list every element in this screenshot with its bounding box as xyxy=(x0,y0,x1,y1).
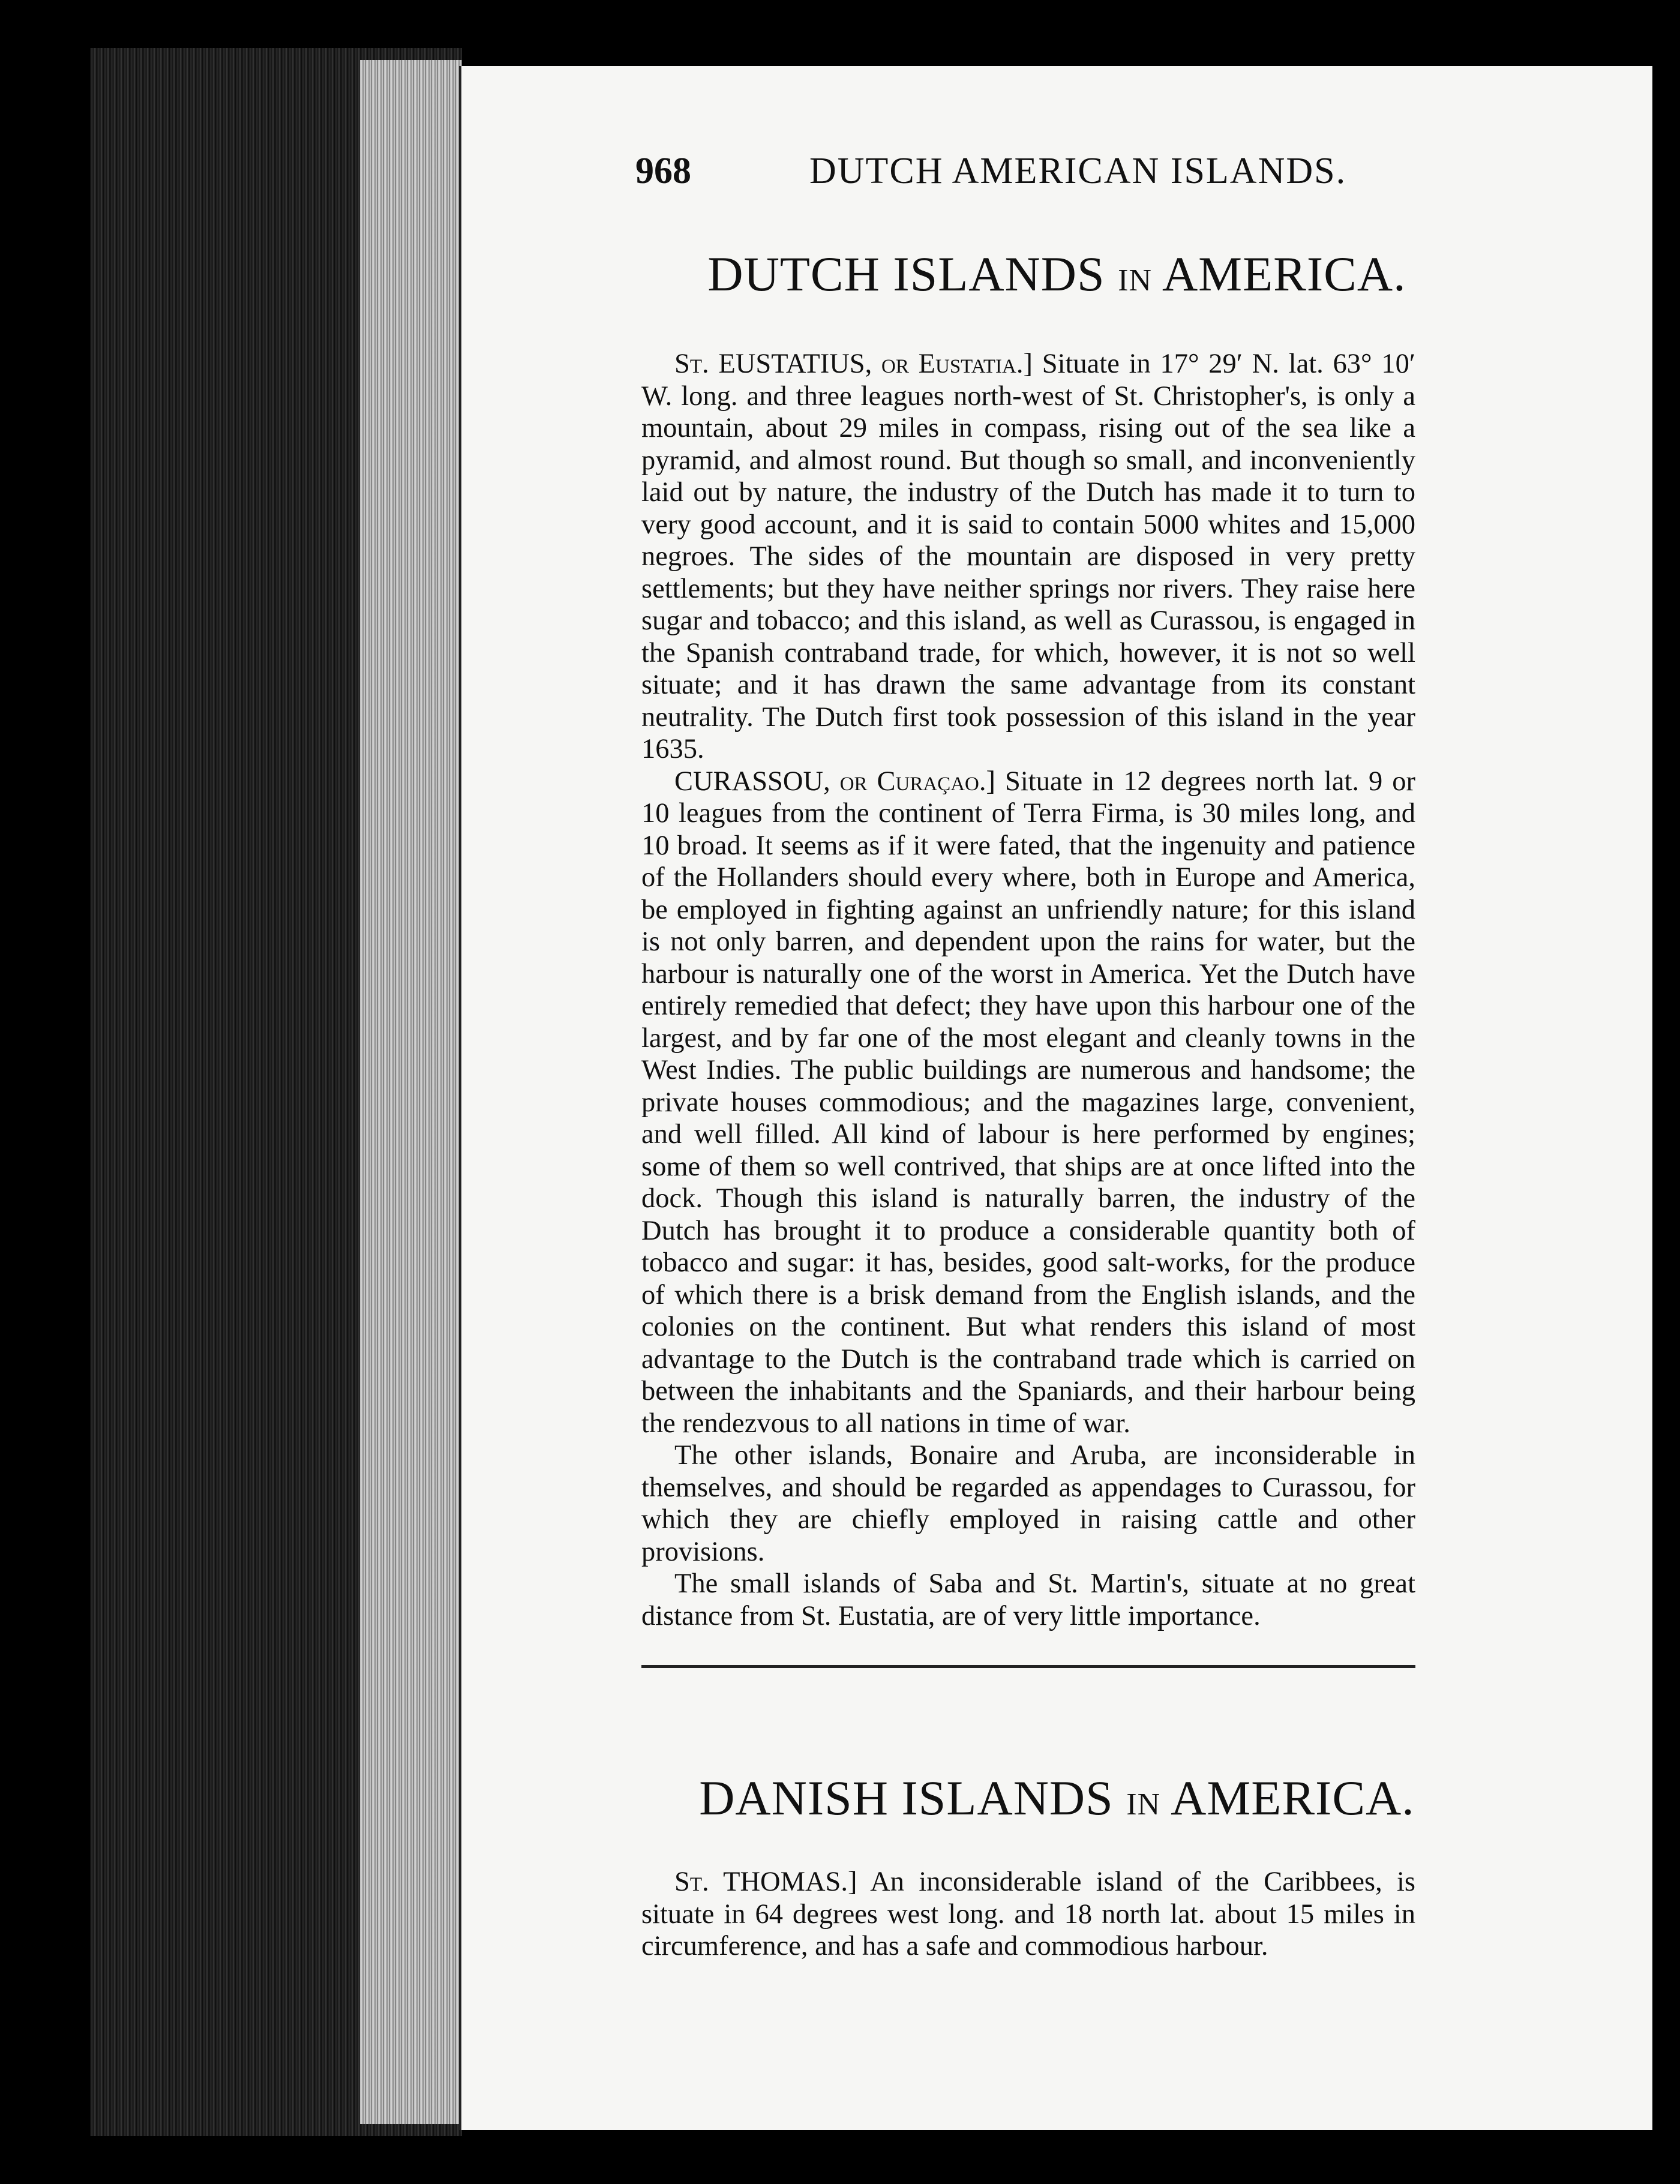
paragraph-st-eustatius xyxy=(641,348,1415,766)
paragraph-lead: St. EUSTATIUS, or Eustatia.] xyxy=(674,349,1033,379)
danish-section-body xyxy=(641,1866,1415,1963)
paragraph-curassou xyxy=(641,766,1415,1440)
dutch-section-heading xyxy=(461,246,1652,302)
book-page xyxy=(459,66,1652,2130)
paragraph-st-thomas xyxy=(641,1866,1415,1963)
paragraph-lead: CURASSOU, or Curaçao.] xyxy=(674,766,995,797)
paragraph-text: The other islands, Bonaire and Aruba, are inconsiderable in themselves, and should be regarded as appendages to Curassou, for which they are chiefly employed in raising cattle and other provisions. xyxy=(641,1440,1415,1567)
paragraph-text: The small islands of Saba and St. Martin's, situate at no great distance from St. Eustatia, are of very little importance. xyxy=(641,1568,1415,1631)
paragraph-text: Situate in 12 degrees north lat. 9 or 10 leagues from the continent of Terra Firma, is 30 miles long, and 10 broad. It seems as if it were fated, that the ingenuity and patience of the Hollanders should every where, both in Europe and America, be employed in fighting against an unfriendly nature; for this island is not only barren, and dependent upon the rains for water, but the harbour is naturally one of the worst in America. Yet the Dutch have entirely remedied that defect; they have upon this harbour one of the largest, and by far one of the most elegant and cleanly towns in the West Indies. The public buildings are numerous and handsome; the private houses commodious; and the magazines large, convenient, and well filled. All kind of labour is here performed by engines; some of them so well contrived, that ships are at once lifted into the dock. Though this island is naturally barren, the industry of the Dutch has brought it to produce a considerable quantity both of tobacco and sugar: it has, besides, good salt-works, for the produce of which there is a brisk demand from the English islands, and the colonies on the continent. But what renders this island of most advantage to the Dutch is the contraband trade which is carried on between the inhabitants and the Spaniards, and their harbour being the rendezvous to all nations in time of war. xyxy=(641,766,1415,1439)
page-number: 968 xyxy=(635,151,691,191)
danish-section-heading xyxy=(461,1770,1652,1826)
section-divider-rule xyxy=(641,1665,1415,1668)
running-head xyxy=(635,150,1595,204)
dutch-heading-end: AMERICA. xyxy=(1162,247,1406,301)
dutch-heading-main: DUTCH ISLANDS xyxy=(707,247,1105,301)
paragraph-lead: St. THOMAS.] xyxy=(674,1867,857,1897)
danish-heading-main: DANISH ISLANDS xyxy=(699,1771,1114,1825)
paragraph-text: Situate in 17° 29′ N. lat. 63° 10′ W. long. and three leagues north-west of St. Christopher's, is only a mountain, about 29 miles in compass, rising out of the sea like a pyramid, and almost round. But though so small, and inconveniently laid out by nature, the industry of the Dutch has made it to turn to very good account, and it is said to contain 5000 whites and 15,000 negroes. The sides of the mountain are disposed in very pretty settlements; but they have neither springs nor rivers. They raise here sugar and tobacco; and this island, as well as Curassou, is engaged in the Spanish contraband trade, for which, however, it is not so well situate; and it has drawn the same advantage from its constant neutrality. The Dutch first took possession of this island in the year 1635. xyxy=(641,349,1415,764)
running-title: DUTCH AMERICAN ISLANDS. xyxy=(809,151,1347,191)
paragraph-bonaire-aruba xyxy=(641,1439,1415,1568)
paragraph-text: An inconsiderable island of the Caribbees, is situate in 64 degrees west long. and 18 north lat. about 15 miles in circumference, and has a safe and commodious harbour. xyxy=(641,1867,1415,1961)
page-stack-edge xyxy=(360,60,462,2124)
danish-heading-end: AMERICA. xyxy=(1171,1771,1415,1825)
paragraph-saba-st-martin xyxy=(641,1568,1415,1632)
danish-heading-in: IN xyxy=(1126,1787,1161,1822)
dutch-section-body xyxy=(641,348,1415,1632)
dutch-heading-in: IN xyxy=(1118,263,1152,298)
